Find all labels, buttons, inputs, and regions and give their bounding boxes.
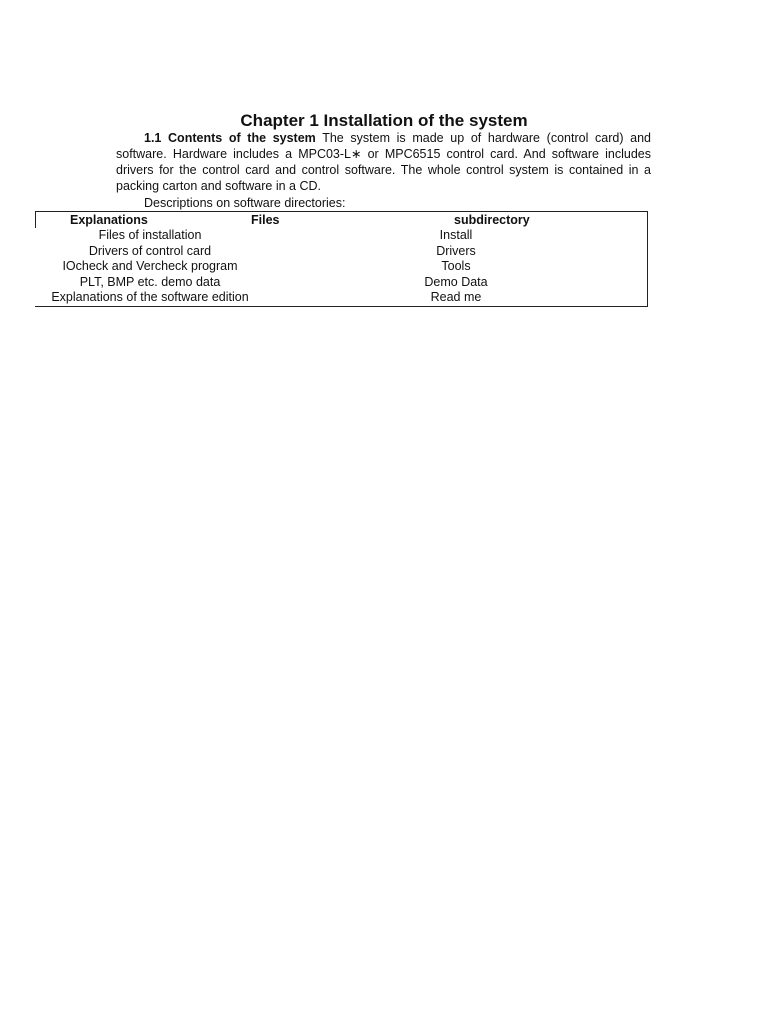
table-row [35, 275, 647, 291]
cell-subdirectory: Tools [441, 259, 471, 274]
table-row [35, 259, 647, 275]
cell-explanation: Explanations of the software edition [51, 290, 249, 305]
cell-subdirectory: Demo Data [424, 274, 488, 289]
chapter-title: Chapter 1 Installation of the system [240, 111, 528, 130]
header-subdirectory: subdirectory [454, 213, 530, 227]
header-explanations: Explanations [70, 213, 148, 227]
cell-explanation: Drivers of control card [88, 243, 212, 258]
table-body [35, 228, 647, 306]
section-heading: 1.1 Contents of the system [144, 131, 316, 145]
cell-subdirectory: Install [439, 228, 473, 242]
table-row [35, 290, 647, 306]
cell-subdirectory: Read me [430, 290, 482, 305]
cell-explanation: IOcheck and Vercheck program [62, 259, 238, 274]
directory-table [35, 211, 648, 307]
section-paragraph [116, 130, 651, 194]
table-row [35, 244, 647, 260]
section-body: The system is made up of hardware (control card) and software. Hardware includes a MPC03-L∗ or MPC6515 control card. And software includes drivers for the control card and control software. The whole control system is contained in a packing carton and software in a CD. [116, 131, 651, 193]
table-row [35, 228, 647, 244]
cell-subdirectory: Drivers [436, 243, 476, 258]
header-files: Files [251, 213, 280, 227]
cell-explanation: PLT, BMP etc. demo data [79, 274, 221, 289]
descriptions-label: Descriptions on software directories: [144, 196, 346, 210]
cell-explanation: Files of installation [98, 228, 202, 242]
table-border-tick [35, 212, 36, 228]
